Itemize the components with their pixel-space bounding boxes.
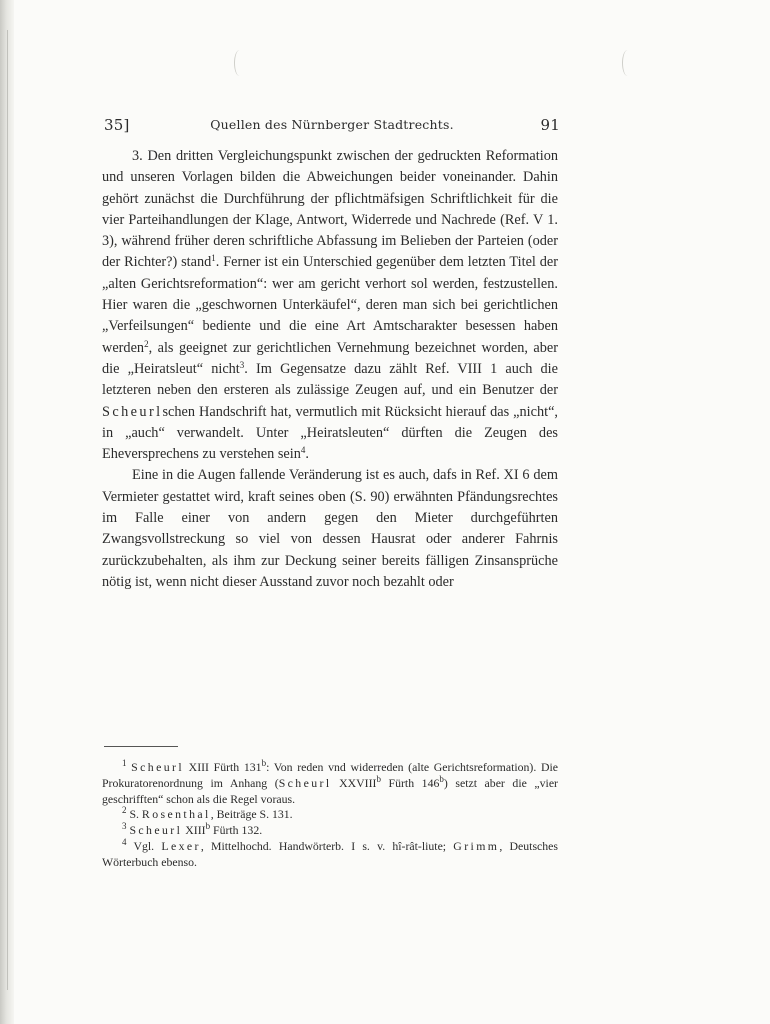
superscript: b: [376, 773, 381, 784]
footnote-1: [102, 760, 558, 807]
footnote-number: 3: [122, 821, 127, 832]
spaced-name: Scheurl: [278, 775, 332, 790]
text-run: S.: [126, 807, 142, 822]
text-run: , Deutsches Wörterbuch ebenso.: [102, 838, 558, 869]
text-run: . Ferner ist ein Unterschied gegenüber dem letzten Titel der „alten Gerichtsreformation“: wer am gericht verhort sol werden, festzustellen. Hier waren die „geschwornen Unterkäufel“, deren man sich bei gerichtlichen „Verfeilsungen“ bediente und die eine Art Amtscharakter besessen haben werden: [102, 254, 558, 356]
footnote-number: 1: [122, 758, 127, 768]
spaced-name: Scheurl: [102, 403, 163, 420]
footnotes: [102, 760, 558, 871]
text-run: , Beiträge S. 131.: [210, 807, 293, 822]
paragraph-1: [102, 146, 558, 465]
running-title: Quellen des Nürnberger Stadtrechts.: [210, 117, 454, 132]
text-run: , als geeignet zur gerichtlichen Vernehmung bezeichnet worden, aber die „Heiratsleut“ nicht: [102, 339, 558, 377]
footnote-ref-2: 2: [144, 338, 149, 349]
scan-artifact-mark: [234, 50, 245, 76]
superscript: b: [261, 758, 267, 768]
text-run: 3. Den dritten Vergleichungspunkt zwischen der gedruckten Reformation und unseren Vorlagen bilden die Abweichungen beider voneinander. Dahin gehört zunächst die Durchführung der pflichtmäfsigen Schriftlichkeit für die vier Parteihandlungen der Klage, Antwort, Widerrede und Nachrede (Ref. V 1. 3), während früher deren schriftliche Abfassung im Belieben der Parteien (oder der Richter?) stand: [102, 148, 558, 271]
footnote-ref-3: 3: [239, 359, 245, 370]
text-run: Fürth 132.: [210, 823, 263, 838]
spaced-name: Rosenthal: [141, 807, 211, 822]
footnote-ref-4: 4: [300, 445, 306, 456]
text-run: schen Handschrift hat, vermutlich mit Rücksicht hierauf das „nicht“, in „auch“ verwandelt. Unter „Heiratsleuten“ dürften die Zeugen des Eheversprechens zu verstehen sein: [102, 403, 558, 463]
text-run: XXVIII: [331, 775, 377, 790]
footnote-3: [102, 823, 558, 839]
superscript: b: [439, 773, 444, 784]
text-run: Fürth 146: [380, 775, 440, 790]
text-run: , Mittelhochd. Handwörterb. I s. v. hî-rât-liute;: [200, 838, 454, 853]
text-run: : Von reden vnd widerreden (alte Gerichtsreformation). Die Prokuratorenordnung im Anhang (: [102, 760, 559, 790]
footnote-number: 2: [122, 805, 127, 816]
spaced-name: Lexer: [161, 838, 201, 853]
text-run: ) setzt aber die „vier geschrifften“ schon als die Regel voraus.: [102, 775, 558, 806]
scan-artifact-mark: [622, 50, 633, 76]
footnote-number: 4: [122, 836, 127, 847]
page-number-right: 91: [540, 116, 560, 134]
footnote-ref-1: 1: [211, 253, 216, 264]
footnote-rule: [104, 746, 178, 747]
text-run: XIII Fürth 131: [184, 760, 262, 774]
text-run: . Im Gegensatze dazu zählt Ref. VIII 1 auch die letzteren neben den ersteren als zulässige Zeugen auf, und ein Benutzer der: [102, 360, 559, 399]
paragraph-2: Eine in die Augen fallende Veränderung ist es auch, dafs in Ref. XI 6 dem Vermieter gestattet wird, kraft seines oben (S. 90) erwähnten Pfändungsrechtes im Falle einer von andern gegen den Mieter durchgeführten Zwangsvollstreckung so viel von dessen Hausrat oder anderer Fahrnis zurückzubehalten, als ihm zur Deckung seiner bereits fälligen Zinsansprüche nötig ist, wenn nicht dieser Ausstand zuvor noch bezahlt oder: [102, 467, 558, 590]
text-run: Vgl.: [126, 838, 162, 853]
page-header: [104, 116, 560, 136]
text-run: .: [305, 446, 309, 463]
footnote-4: [102, 836, 558, 871]
scan-binding-line: [7, 30, 8, 990]
spaced-name: Scheurl: [131, 760, 185, 774]
spaced-name: Scheurl: [129, 823, 183, 838]
main-text: [102, 146, 558, 593]
spaced-name: Grimm: [453, 838, 500, 853]
superscript: b: [205, 821, 211, 832]
footnote-2: [102, 807, 558, 823]
text-run: XIII: [182, 823, 206, 838]
page-number-left: 35]: [104, 116, 130, 134]
